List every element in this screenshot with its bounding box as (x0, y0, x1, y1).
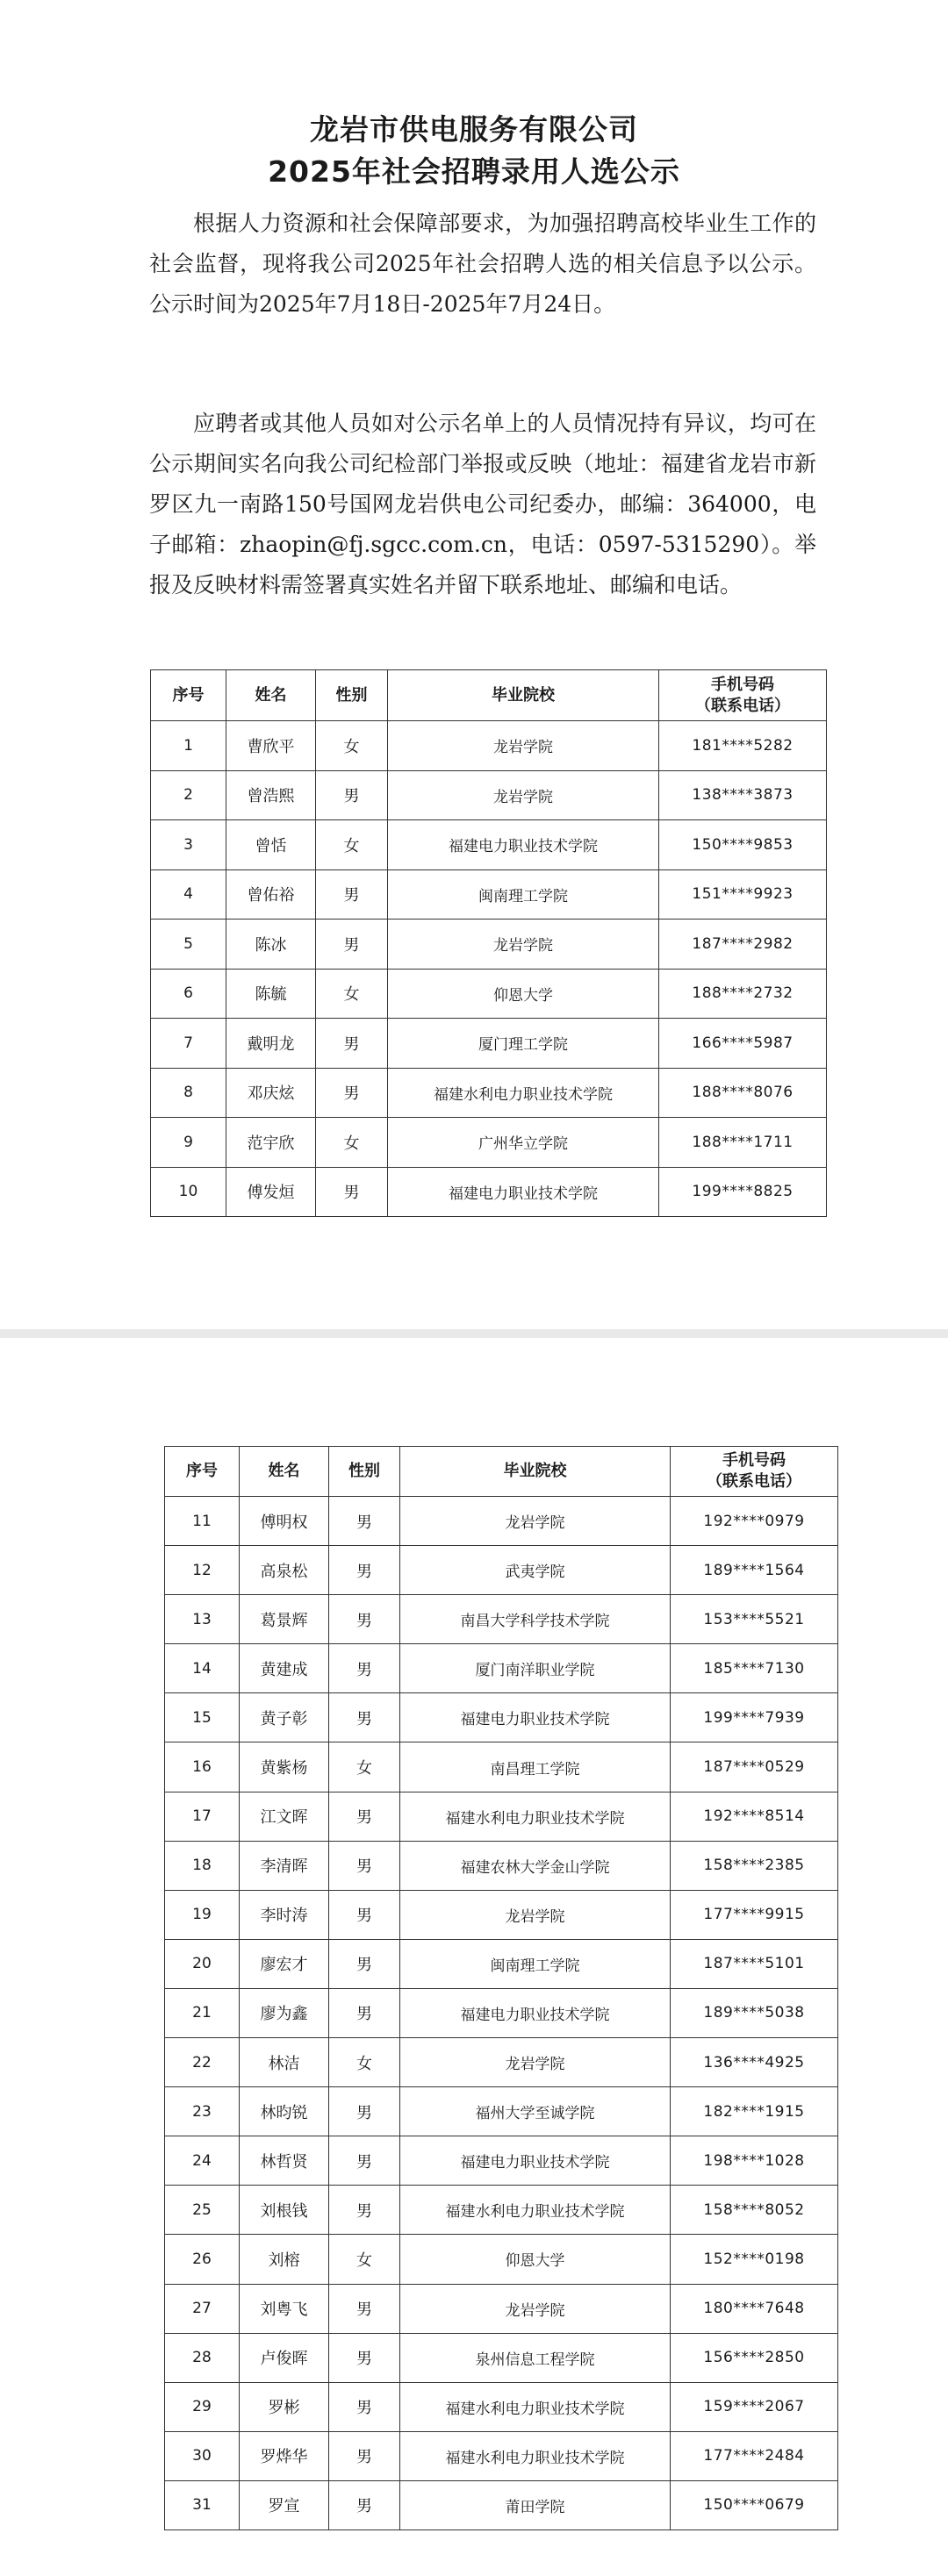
cell-phone: 187****2982 (659, 919, 827, 970)
table-row (151, 1118, 827, 1168)
cell-phone: 188****1711 (659, 1118, 827, 1168)
table-row (151, 770, 827, 820)
cell-no: 21 (165, 1988, 240, 2037)
cell-school: 莆田学院 (400, 2480, 671, 2529)
cell-school: 福建电力职业技术学院 (400, 1988, 671, 2037)
table-row (165, 2284, 838, 2333)
header-no: 序号 (165, 1447, 240, 1497)
cell-phone: 166****5987 (659, 1019, 827, 1069)
cell-no: 14 (165, 1644, 240, 1693)
cell-name: 廖宏才 (240, 1939, 329, 1988)
cell-phone: 177****2484 (671, 2431, 838, 2480)
company-title: 龙岩市供电服务有限公司 (310, 112, 638, 147)
cell-phone: 180****7648 (671, 2284, 838, 2333)
header-phone (659, 670, 827, 721)
table-header-row (151, 670, 827, 721)
cell-name: 傅明权 (240, 1497, 329, 1546)
cell-no: 17 (165, 1792, 240, 1841)
cell-school: 南昌理工学院 (400, 1742, 671, 1792)
cell-no: 3 (151, 820, 226, 870)
cell-name: 范宇欣 (226, 1118, 316, 1168)
table-row (151, 721, 827, 771)
cell-school: 福建电力职业技术学院 (388, 820, 659, 870)
cell-name: 刘粤飞 (240, 2284, 329, 2333)
cell-phone: 199****7939 (671, 1693, 838, 1742)
header-phone (671, 1447, 838, 1497)
cell-no: 31 (165, 2480, 240, 2529)
objection-paragraph: 应聘者或其他人员如对公示名单上的人员情况持有异议，均可在公示期间实名向我公司纪检部门举报或反映（地址：福建省龙岩市新罗区九一南路150号国网龙岩供电公司纪委办，邮编：364000，电子邮箱：zhaopin@fj.sgcc.com.cn，电话：0597-5315290）。举报及反映材料需签署真实姓名并留下联系地址、邮编和电话。 (149, 411, 816, 597)
cell-gender: 男 (329, 1939, 400, 1988)
cell-phone: 187****5101 (671, 1939, 838, 1988)
cell-school: 仰恩大学 (400, 2235, 671, 2284)
cell-no: 23 (165, 2087, 240, 2136)
cell-no: 12 (165, 1546, 240, 1595)
table-row (165, 2235, 838, 2284)
cell-phone: 198****1028 (671, 2136, 838, 2186)
table-row (165, 2480, 838, 2529)
header-name: 姓名 (226, 670, 316, 721)
cell-no: 19 (165, 1890, 240, 1939)
cell-name: 戴明龙 (226, 1019, 316, 1069)
cell-name: 罗烨华 (240, 2431, 329, 2480)
cell-school: 武夷学院 (400, 1546, 671, 1595)
cell-gender: 男 (316, 1019, 388, 1069)
cell-no: 1 (151, 721, 226, 771)
cell-gender: 女 (329, 1742, 400, 1792)
table-row (165, 2136, 838, 2186)
header-phone-line1: 手机号码 (722, 1451, 786, 1470)
cell-phone: 151****9923 (659, 869, 827, 919)
cell-phone: 189****5038 (671, 1988, 838, 2037)
cell-gender: 男 (329, 1693, 400, 1742)
cell-gender: 女 (329, 2038, 400, 2087)
cell-no: 9 (151, 1118, 226, 1168)
cell-no: 30 (165, 2431, 240, 2480)
cell-phone: 152****0198 (671, 2235, 838, 2284)
cell-phone: 150****0679 (671, 2480, 838, 2529)
table-row (165, 1792, 838, 1841)
cell-phone: 156****2850 (671, 2333, 838, 2382)
cell-no: 18 (165, 1841, 240, 1890)
cell-no: 26 (165, 2235, 240, 2284)
cell-school: 厦门理工学院 (388, 1019, 659, 1069)
cell-no: 10 (151, 1167, 226, 1217)
cell-no: 24 (165, 2136, 240, 2186)
cell-no: 15 (165, 1693, 240, 1742)
cell-no: 29 (165, 2382, 240, 2431)
notice-title: 2025年社会招聘录用人选公示 (268, 154, 680, 189)
cell-no: 25 (165, 2186, 240, 2235)
cell-name: 葛景辉 (240, 1595, 329, 1644)
cell-phone: 138****3873 (659, 770, 827, 820)
header-phone-line2: （联系电话） (695, 696, 790, 715)
cell-gender: 女 (329, 2235, 400, 2284)
candidate-table-page-1 (150, 669, 827, 1217)
cell-school: 广州华立学院 (388, 1118, 659, 1168)
table-row (165, 2087, 838, 2136)
table-row (165, 2382, 838, 2431)
cell-gender: 男 (316, 770, 388, 820)
cell-no: 16 (165, 1742, 240, 1792)
table-row (165, 1988, 838, 2037)
cell-no: 20 (165, 1939, 240, 1988)
header-no: 序号 (151, 670, 226, 721)
cell-phone: 136****4925 (671, 2038, 838, 2087)
cell-gender: 男 (329, 2136, 400, 2186)
cell-phone: 188****2732 (659, 969, 827, 1019)
table-row (165, 2431, 838, 2480)
cell-school: 龙岩学院 (388, 721, 659, 771)
cell-name: 高泉松 (240, 1546, 329, 1595)
table-row (165, 1841, 838, 1890)
cell-school: 龙岩学院 (400, 1497, 671, 1546)
cell-no: 13 (165, 1595, 240, 1644)
table-row (165, 1497, 838, 1546)
table-row (165, 1742, 838, 1792)
cell-gender: 男 (329, 2087, 400, 2136)
cell-school: 福州大学至诚学院 (400, 2087, 671, 2136)
cell-school: 福建电力职业技术学院 (400, 2136, 671, 2186)
cell-gender: 男 (329, 1497, 400, 1546)
cell-name: 卢俊晖 (240, 2333, 329, 2382)
cell-phone: 158****8052 (671, 2186, 838, 2235)
cell-gender: 男 (329, 1792, 400, 1841)
cell-gender: 男 (329, 2333, 400, 2382)
cell-name: 曾恬 (226, 820, 316, 870)
cell-name: 林昀锐 (240, 2087, 329, 2136)
header-school: 毕业院校 (400, 1447, 671, 1497)
cell-name: 曾佑裕 (226, 869, 316, 919)
header-name: 姓名 (240, 1447, 329, 1497)
table-row (151, 869, 827, 919)
cell-gender: 男 (329, 1546, 400, 1595)
cell-phone: 177****9915 (671, 1890, 838, 1939)
cell-name: 黄建成 (240, 1644, 329, 1693)
cell-school: 福建农林大学金山学院 (400, 1841, 671, 1890)
cell-phone: 153****5521 (671, 1595, 838, 1644)
cell-gender: 女 (316, 721, 388, 771)
cell-school: 闽南理工学院 (388, 869, 659, 919)
cell-gender: 女 (316, 820, 388, 870)
cell-school: 福建水利电力职业技术学院 (388, 1068, 659, 1118)
cell-no: 22 (165, 2038, 240, 2087)
cell-school: 福建水利电力职业技术学院 (400, 2186, 671, 2235)
cell-school: 泉州信息工程学院 (400, 2333, 671, 2382)
table-row (151, 1019, 827, 1069)
cell-school: 闽南理工学院 (400, 1939, 671, 1988)
cell-school: 南昌大学科学技术学院 (400, 1595, 671, 1644)
cell-name: 李清晖 (240, 1841, 329, 1890)
intro-paragraph: 根据人力资源和社会保障部要求，为加强招聘高校毕业生工作的社会监督，现将我公司2025年社会招聘人选的相关信息予以公示。公示时间为2025年7月18日-2025年7月24日。 (149, 211, 816, 317)
cell-name: 曹欣平 (226, 721, 316, 771)
cell-school: 福建水利电力职业技术学院 (400, 2382, 671, 2431)
cell-gender: 男 (329, 2382, 400, 2431)
table-row (165, 2038, 838, 2087)
table-row (165, 1890, 838, 1939)
cell-name: 李时涛 (240, 1890, 329, 1939)
table-row (165, 1939, 838, 1988)
header-phone-line1: 手机号码 (711, 675, 774, 694)
cell-name: 陈毓 (226, 969, 316, 1019)
notice-page-2 (0, 1338, 948, 2576)
cell-school: 龙岩学院 (400, 1890, 671, 1939)
cell-gender: 男 (316, 919, 388, 970)
cell-name: 黄紫杨 (240, 1742, 329, 1792)
cell-name: 廖为鑫 (240, 1988, 329, 2037)
cell-school: 龙岩学院 (388, 770, 659, 820)
cell-gender: 男 (329, 1595, 400, 1644)
header-school: 毕业院校 (388, 670, 659, 721)
cell-name: 罗彬 (240, 2382, 329, 2431)
cell-school: 龙岩学院 (400, 2284, 671, 2333)
table-row (165, 1644, 838, 1693)
cell-no: 8 (151, 1068, 226, 1118)
cell-phone: 192****8514 (671, 1792, 838, 1841)
cell-phone: 199****8825 (659, 1167, 827, 1217)
header-gender: 性别 (329, 1447, 400, 1497)
cell-no: 11 (165, 1497, 240, 1546)
cell-no: 6 (151, 969, 226, 1019)
cell-gender: 男 (316, 869, 388, 919)
cell-school: 仰恩大学 (388, 969, 659, 1019)
table-row (165, 1693, 838, 1742)
cell-gender: 男 (329, 2480, 400, 2529)
table-header-row (165, 1447, 838, 1497)
cell-gender: 女 (316, 1118, 388, 1168)
table-row (165, 2186, 838, 2235)
table-row (151, 969, 827, 1019)
cell-gender: 男 (316, 1167, 388, 1217)
cell-school: 龙岩学院 (400, 2038, 671, 2087)
cell-school: 福建水利电力职业技术学院 (400, 1792, 671, 1841)
cell-no: 27 (165, 2284, 240, 2333)
cell-phone: 158****2385 (671, 1841, 838, 1890)
cell-no: 7 (151, 1019, 226, 1069)
table-row (165, 1546, 838, 1595)
cell-school: 厦门南洋职业学院 (400, 1644, 671, 1693)
cell-school: 龙岩学院 (388, 919, 659, 970)
cell-no: 4 (151, 869, 226, 919)
cell-gender: 男 (329, 2186, 400, 2235)
cell-name: 傅发烜 (226, 1167, 316, 1217)
cell-school: 福建电力职业技术学院 (388, 1167, 659, 1217)
cell-gender: 男 (329, 1841, 400, 1890)
table-row (151, 1167, 827, 1217)
cell-name: 林哲贤 (240, 2136, 329, 2186)
cell-name: 曾浩熙 (226, 770, 316, 820)
table-row (165, 1595, 838, 1644)
table-row (151, 919, 827, 970)
cell-gender: 男 (329, 2284, 400, 2333)
cell-name: 邓庆炫 (226, 1068, 316, 1118)
cell-name: 刘榕 (240, 2235, 329, 2284)
cell-no: 2 (151, 770, 226, 820)
cell-phone: 188****8076 (659, 1068, 827, 1118)
cell-gender: 男 (329, 1644, 400, 1693)
cell-phone: 182****1915 (671, 2087, 838, 2136)
cell-gender: 男 (329, 1890, 400, 1939)
table-row (151, 1068, 827, 1118)
cell-name: 罗宣 (240, 2480, 329, 2529)
cell-phone: 150****9853 (659, 820, 827, 870)
candidate-table-page-2 (164, 1446, 838, 2530)
cell-phone: 185****7130 (671, 1644, 838, 1693)
cell-phone: 159****2067 (671, 2382, 838, 2431)
cell-name: 陈冰 (226, 919, 316, 970)
cell-gender: 女 (316, 969, 388, 1019)
cell-name: 刘根钱 (240, 2186, 329, 2235)
table-row (165, 2333, 838, 2382)
cell-name: 林洁 (240, 2038, 329, 2087)
cell-school: 福建水利电力职业技术学院 (400, 2431, 671, 2480)
cell-phone: 192****0979 (671, 1497, 838, 1546)
cell-gender: 男 (316, 1068, 388, 1118)
cell-name: 江文晖 (240, 1792, 329, 1841)
table-row (151, 820, 827, 870)
cell-no: 5 (151, 919, 226, 970)
cell-school: 福建电力职业技术学院 (400, 1693, 671, 1742)
cell-name: 黄子彰 (240, 1693, 329, 1742)
cell-no: 28 (165, 2333, 240, 2382)
cell-phone: 187****0529 (671, 1742, 838, 1792)
cell-gender: 男 (329, 1988, 400, 2037)
cell-phone: 189****1564 (671, 1546, 838, 1595)
cell-gender: 男 (329, 2431, 400, 2480)
cell-phone: 181****5282 (659, 721, 827, 771)
header-phone-line2: （联系电话） (707, 1472, 801, 1491)
header-gender: 性别 (316, 670, 388, 721)
